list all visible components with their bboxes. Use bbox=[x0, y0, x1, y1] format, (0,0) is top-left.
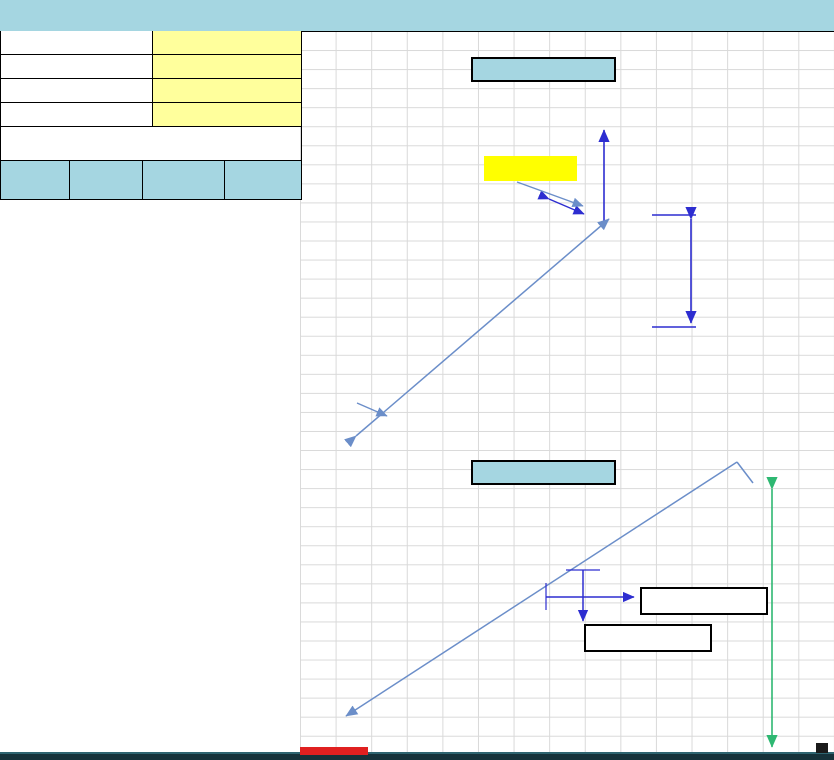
diagram-a-title bbox=[471, 57, 616, 82]
corner-mark bbox=[816, 743, 828, 753]
step-height-callout bbox=[640, 587, 768, 615]
diagram-b-title bbox=[471, 460, 616, 485]
step-count-highlight[interactable] bbox=[484, 156, 577, 181]
ground-dark-strip bbox=[0, 752, 834, 760]
ground-tread-bar bbox=[300, 747, 368, 755]
step-depth-callout bbox=[584, 624, 712, 652]
